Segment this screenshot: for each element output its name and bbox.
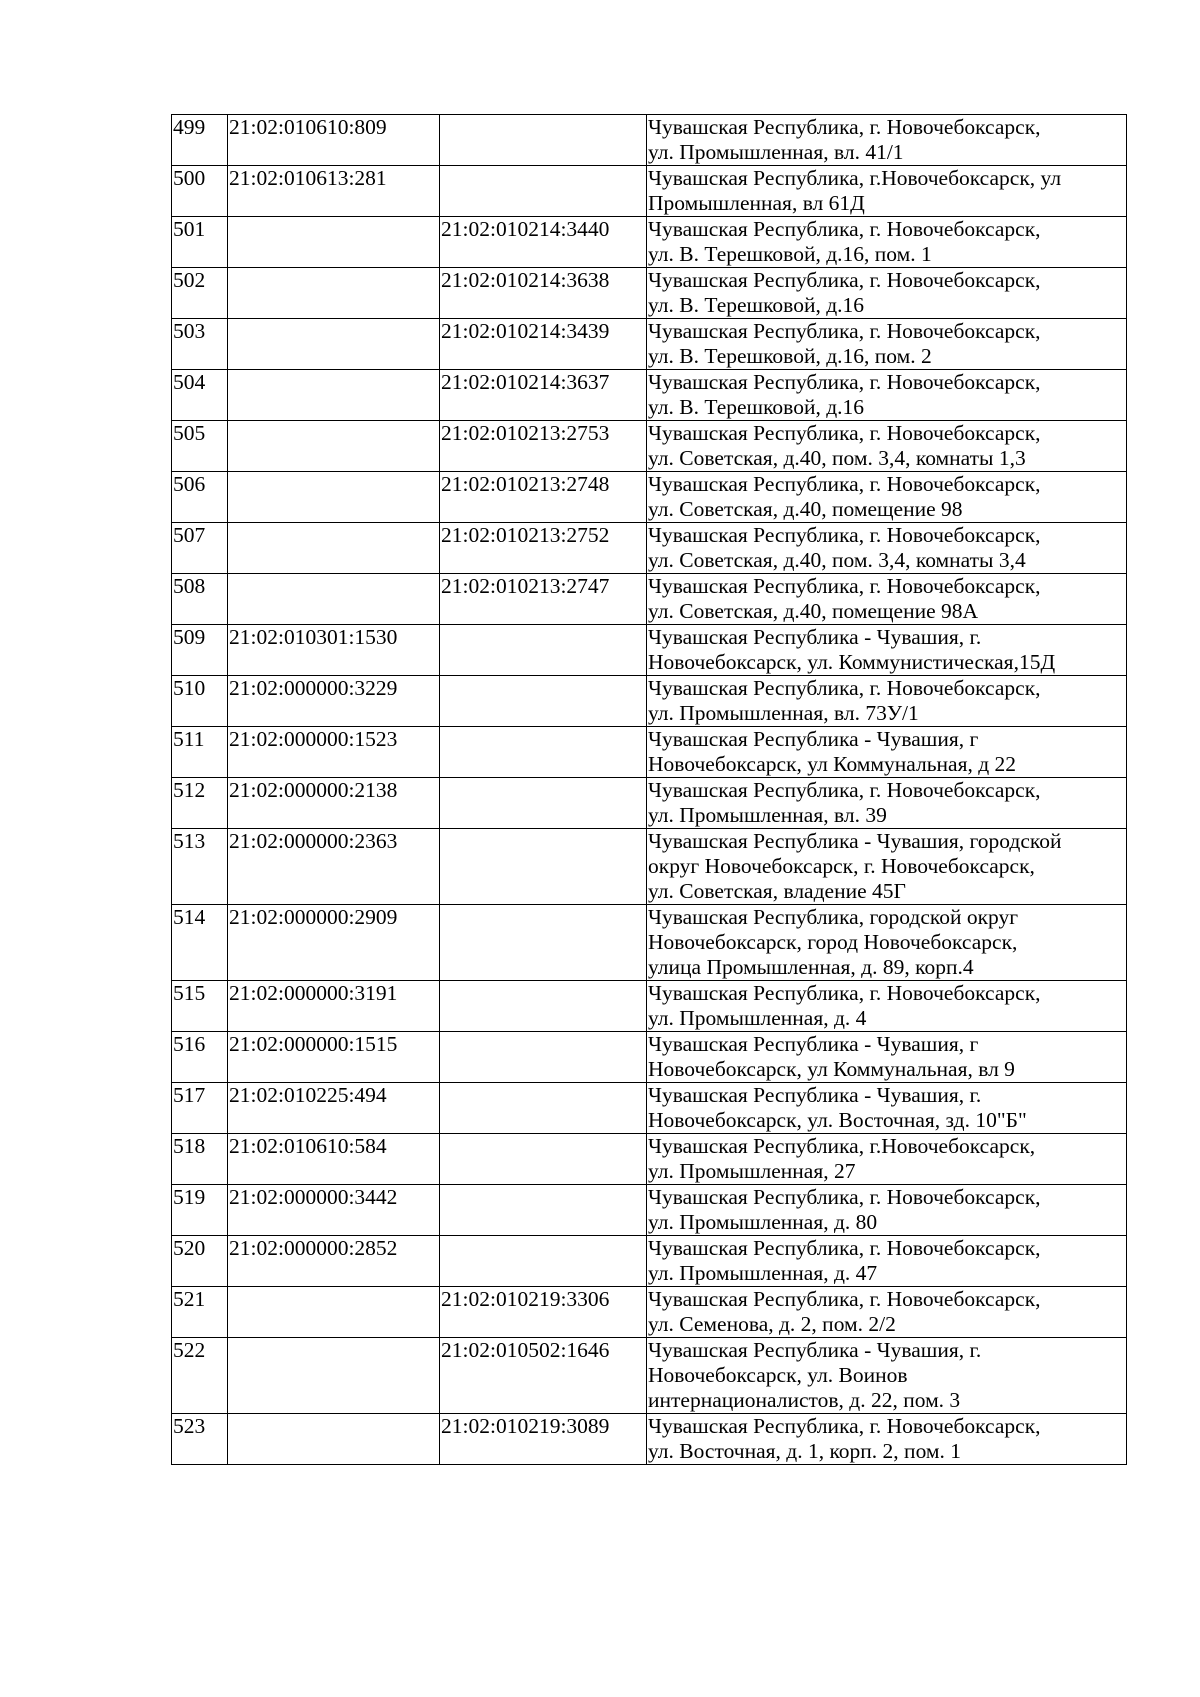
property-registry-table xyxy=(171,114,1127,1465)
address-cell: Чувашская Республика, г.Новочебоксарск, ул Промышленная, вл 61Д xyxy=(647,166,1127,217)
building-cadastral-number-cell xyxy=(440,1185,647,1236)
building-cadastral-number-cell xyxy=(440,166,647,217)
row-number-cell: 520 xyxy=(172,1236,228,1287)
land-cadastral-number-cell: 21:02:000000:2852 xyxy=(228,1236,440,1287)
land-cadastral-number-cell: 21:02:000000:3191 xyxy=(228,981,440,1032)
address-cell: Чувашская Республика, г. Новочебоксарск, ул. Промышленная, вл. 41/1 xyxy=(647,115,1127,166)
row-number-cell: 499 xyxy=(172,115,228,166)
table-row xyxy=(172,829,1127,905)
address-cell: Чувашская Республика, г. Новочебоксарск, ул. Промышленная, вл. 39 xyxy=(647,778,1127,829)
building-cadastral-number-cell xyxy=(440,1032,647,1083)
address-cell: Чувашская Республика, г. Новочебоксарск, ул. В. Терешковой, д.16, пом. 2 xyxy=(647,319,1127,370)
registry-table-body xyxy=(172,115,1127,1465)
address-cell: Чувашская Республика, г. Новочебоксарск, ул. В. Терешковой, д.16 xyxy=(647,370,1127,421)
table-row xyxy=(172,523,1127,574)
row-number-cell: 510 xyxy=(172,676,228,727)
address-cell: Чувашская Республика, г. Новочебоксарск, ул. Промышленная, д. 4 xyxy=(647,981,1127,1032)
address-cell: Чувашская Республика, г. Новочебоксарск, ул. Промышленная, вл. 73У/1 xyxy=(647,676,1127,727)
building-cadastral-number-cell: 21:02:010214:3637 xyxy=(440,370,647,421)
table-row xyxy=(172,421,1127,472)
building-cadastral-number-cell: 21:02:010219:3089 xyxy=(440,1414,647,1465)
row-number-cell: 509 xyxy=(172,625,228,676)
table-row xyxy=(172,727,1127,778)
land-cadastral-number-cell: 21:02:010610:584 xyxy=(228,1134,440,1185)
land-cadastral-number-cell: 21:02:000000:1515 xyxy=(228,1032,440,1083)
building-cadastral-number-cell xyxy=(440,778,647,829)
table-row xyxy=(172,115,1127,166)
address-cell: Чувашская Республика - Чувашия, г. Новочебоксарск, ул. Воинов интернационалистов, д. 22, пом. 3 xyxy=(647,1338,1127,1414)
land-cadastral-number-cell: 21:02:010225:494 xyxy=(228,1083,440,1134)
address-cell: Чувашская Республика, г. Новочебоксарск, ул. В. Терешковой, д.16, пом. 1 xyxy=(647,217,1127,268)
row-number-cell: 519 xyxy=(172,1185,228,1236)
land-cadastral-number-cell xyxy=(228,1287,440,1338)
row-number-cell: 504 xyxy=(172,370,228,421)
land-cadastral-number-cell xyxy=(228,217,440,268)
building-cadastral-number-cell xyxy=(440,981,647,1032)
table-row xyxy=(172,1032,1127,1083)
land-cadastral-number-cell: 21:02:000000:2138 xyxy=(228,778,440,829)
address-cell: Чувашская Республика, г. Новочебоксарск, ул. Восточная, д. 1, корп. 2, пом. 1 xyxy=(647,1414,1127,1465)
table-row xyxy=(172,319,1127,370)
table-row xyxy=(172,166,1127,217)
document-page xyxy=(171,114,1127,1465)
land-cadastral-number-cell: 21:02:000000:3442 xyxy=(228,1185,440,1236)
row-number-cell: 518 xyxy=(172,1134,228,1185)
address-cell: Чувашская Республика, г.Новочебоксарск, ул. Промышленная, 27 xyxy=(647,1134,1127,1185)
land-cadastral-number-cell: 21:02:010610:809 xyxy=(228,115,440,166)
building-cadastral-number-cell: 21:02:010213:2748 xyxy=(440,472,647,523)
address-cell: Чувашская Республика, г. Новочебоксарск, ул. Промышленная, д. 80 xyxy=(647,1185,1127,1236)
land-cadastral-number-cell xyxy=(228,1414,440,1465)
land-cadastral-number-cell: 21:02:000000:2909 xyxy=(228,905,440,981)
table-row xyxy=(172,625,1127,676)
address-cell: Чувашская Республика - Чувашия, г Новочебоксарск, ул Коммунальная, вл 9 xyxy=(647,1032,1127,1083)
row-number-cell: 512 xyxy=(172,778,228,829)
address-cell: Чувашская Республика, г. Новочебоксарск, ул. Семенова, д. 2, пом. 2/2 xyxy=(647,1287,1127,1338)
row-number-cell: 500 xyxy=(172,166,228,217)
building-cadastral-number-cell xyxy=(440,829,647,905)
building-cadastral-number-cell xyxy=(440,905,647,981)
land-cadastral-number-cell: 21:02:000000:2363 xyxy=(228,829,440,905)
row-number-cell: 522 xyxy=(172,1338,228,1414)
table-row xyxy=(172,370,1127,421)
building-cadastral-number-cell: 21:02:010213:2752 xyxy=(440,523,647,574)
building-cadastral-number-cell xyxy=(440,115,647,166)
table-row xyxy=(172,1134,1127,1185)
table-row xyxy=(172,778,1127,829)
row-number-cell: 501 xyxy=(172,217,228,268)
address-cell: Чувашская Республика, городской округ Новочебоксарск, город Новочебоксарск, улица Промышленная, д. 89, корп.4 xyxy=(647,905,1127,981)
building-cadastral-number-cell xyxy=(440,727,647,778)
table-row xyxy=(172,905,1127,981)
table-row xyxy=(172,1185,1127,1236)
building-cadastral-number-cell: 21:02:010219:3306 xyxy=(440,1287,647,1338)
building-cadastral-number-cell: 21:02:010214:3439 xyxy=(440,319,647,370)
row-number-cell: 514 xyxy=(172,905,228,981)
table-row xyxy=(172,574,1127,625)
land-cadastral-number-cell: 21:02:000000:1523 xyxy=(228,727,440,778)
land-cadastral-number-cell xyxy=(228,1338,440,1414)
address-cell: Чувашская Республика - Чувашия, г Новочебоксарск, ул Коммунальная, д 22 xyxy=(647,727,1127,778)
table-row xyxy=(172,981,1127,1032)
building-cadastral-number-cell xyxy=(440,1236,647,1287)
building-cadastral-number-cell xyxy=(440,625,647,676)
table-row xyxy=(172,1236,1127,1287)
land-cadastral-number-cell xyxy=(228,523,440,574)
table-row xyxy=(172,268,1127,319)
land-cadastral-number-cell xyxy=(228,370,440,421)
building-cadastral-number-cell xyxy=(440,1134,647,1185)
table-row xyxy=(172,472,1127,523)
land-cadastral-number-cell xyxy=(228,268,440,319)
building-cadastral-number-cell: 21:02:010214:3440 xyxy=(440,217,647,268)
land-cadastral-number-cell xyxy=(228,421,440,472)
row-number-cell: 508 xyxy=(172,574,228,625)
address-cell: Чувашская Республика, г. Новочебоксарск, ул. Промышленная, д. 47 xyxy=(647,1236,1127,1287)
address-cell: Чувашская Республика, г. Новочебоксарск, ул. В. Терешковой, д.16 xyxy=(647,268,1127,319)
land-cadastral-number-cell xyxy=(228,472,440,523)
building-cadastral-number-cell xyxy=(440,1083,647,1134)
building-cadastral-number-cell: 21:02:010214:3638 xyxy=(440,268,647,319)
address-cell: Чувашская Республика - Чувашия, городской округ Новочебоксарск, г. Новочебоксарск, ул. Советская, владение 45Г xyxy=(647,829,1127,905)
row-number-cell: 517 xyxy=(172,1083,228,1134)
row-number-cell: 507 xyxy=(172,523,228,574)
building-cadastral-number-cell xyxy=(440,676,647,727)
land-cadastral-number-cell: 21:02:000000:3229 xyxy=(228,676,440,727)
row-number-cell: 521 xyxy=(172,1287,228,1338)
address-cell: Чувашская Республика - Чувашия, г. Новочебоксарск, ул. Коммунистическая,15Д xyxy=(647,625,1127,676)
row-number-cell: 511 xyxy=(172,727,228,778)
row-number-cell: 515 xyxy=(172,981,228,1032)
table-row xyxy=(172,1338,1127,1414)
building-cadastral-number-cell: 21:02:010213:2747 xyxy=(440,574,647,625)
row-number-cell: 502 xyxy=(172,268,228,319)
row-number-cell: 523 xyxy=(172,1414,228,1465)
building-cadastral-number-cell: 21:02:010213:2753 xyxy=(440,421,647,472)
table-row xyxy=(172,676,1127,727)
row-number-cell: 505 xyxy=(172,421,228,472)
row-number-cell: 503 xyxy=(172,319,228,370)
address-cell: Чувашская Республика, г. Новочебоксарск, ул. Советская, д.40, пом. 3,4, комнаты 1,3 xyxy=(647,421,1127,472)
row-number-cell: 513 xyxy=(172,829,228,905)
table-row xyxy=(172,1083,1127,1134)
land-cadastral-number-cell: 21:02:010613:281 xyxy=(228,166,440,217)
address-cell: Чувашская Республика, г. Новочебоксарск, ул. Советская, д.40, помещение 98 xyxy=(647,472,1127,523)
address-cell: Чувашская Республика - Чувашия, г. Новочебоксарск, ул. Восточная, зд. 10"Б" xyxy=(647,1083,1127,1134)
land-cadastral-number-cell xyxy=(228,574,440,625)
address-cell: Чувашская Республика, г. Новочебоксарск, ул. Советская, д.40, пом. 3,4, комнаты 3,4 xyxy=(647,523,1127,574)
land-cadastral-number-cell xyxy=(228,319,440,370)
row-number-cell: 506 xyxy=(172,472,228,523)
table-row xyxy=(172,217,1127,268)
land-cadastral-number-cell: 21:02:010301:1530 xyxy=(228,625,440,676)
table-row xyxy=(172,1287,1127,1338)
address-cell: Чувашская Республика, г. Новочебоксарск, ул. Советская, д.40, помещение 98А xyxy=(647,574,1127,625)
row-number-cell: 516 xyxy=(172,1032,228,1083)
table-row xyxy=(172,1414,1127,1465)
building-cadastral-number-cell: 21:02:010502:1646 xyxy=(440,1338,647,1414)
